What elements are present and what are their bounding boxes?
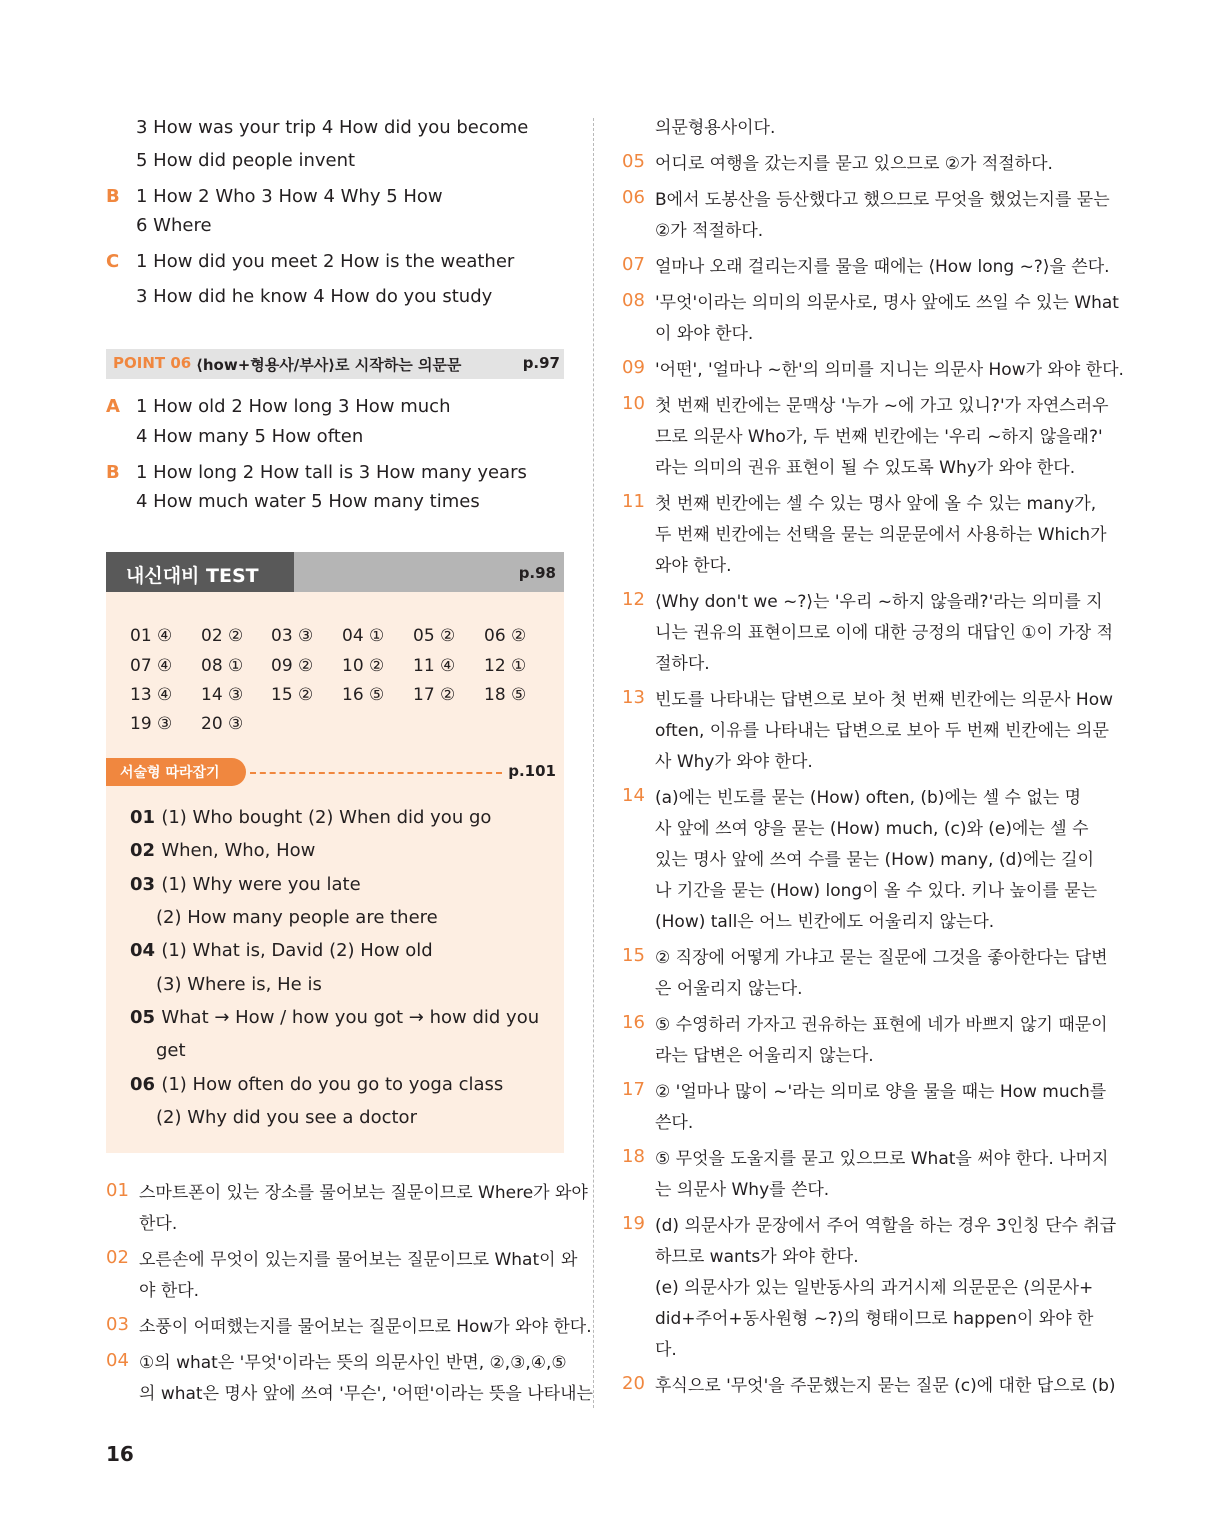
explanation-text: 므로 의문사 Who가, 두 번째 빈칸에는 '우리 ~하지 않을래?' [655, 427, 1103, 447]
explanation-text: (a)에는 빈도를 묻는 (How) often, (b)에는 셀 수 없는 명 [655, 788, 1082, 808]
writing-answer-number: 03 [130, 874, 162, 895]
explanation-number: 11 [622, 491, 645, 512]
explanation-text: 스마트폰이 있는 장소를 물어보는 질문이므로 Where가 와야 [139, 1183, 588, 1203]
writing-answer-number: 05 [130, 1007, 162, 1028]
explanation-number: 06 [622, 187, 645, 208]
writing-tag-label: 서술형 따라잡기 [120, 765, 220, 781]
explanation-text: ②가 적절하다. [655, 221, 764, 241]
writing-answer-number: 04 [130, 940, 162, 961]
point-page: p.97 [522, 354, 560, 372]
explanation-text: 니는 권유의 표현이므로 이에 대한 긍정의 대답인 ①이 가장 적 [655, 623, 1114, 643]
answer-line: 1 How old 2 How long 3 How much [136, 396, 451, 417]
explanation-number: 17 [622, 1079, 645, 1100]
writing-answer-line [130, 940, 433, 961]
explanation-text: 첫 번째 빈칸에는 셀 수 있는 명사 앞에 올 수 있는 many가, [655, 494, 1097, 514]
writing-answer-text: (3) Where is, He is [156, 974, 322, 995]
answer-line: 5 How did people invent [136, 150, 356, 171]
explanation-text: often, 이유를 나타내는 답변으로 보아 두 번째 빈칸에는 의문 [655, 721, 1109, 741]
writing-answer-text: (1) How often do you go to yoga class [161, 1074, 504, 1095]
grid-answer: 18 ⑤ [484, 685, 527, 705]
explanation-text: 절하다. [655, 654, 710, 674]
grid-answer: 02 ② [201, 626, 244, 646]
explanation-text: 은 어울리지 않는다. [655, 979, 803, 999]
writing-answer-line [130, 807, 491, 828]
writing-answer-line [156, 974, 322, 995]
explanation-text: 라는 의미의 권유 표현이 될 수 있도록 Why가 와야 한다. [655, 458, 1076, 478]
point-header [106, 349, 564, 379]
column-divider [593, 118, 594, 1408]
explanation-text: 있는 명사 앞에 쓰여 수를 묻는 (How) many, (d)에는 길이 [655, 850, 1095, 870]
explanation-text: 얼마나 오래 걸리는지를 물을 때에는 ⟨How long ~?⟩을 쓴다. [655, 257, 1110, 277]
explanation-text: 하므로 wants가 와야 한다. [655, 1247, 859, 1267]
explanation-text: 두 번째 빈칸에는 선택을 묻는 의문문에서 사용하는 Which가 [655, 525, 1107, 545]
grid-answer: 13 ④ [130, 685, 173, 705]
explanation-number: 12 [622, 589, 645, 610]
explanation-number: 19 [622, 1213, 645, 1234]
writing-answer-text: When, Who, How [161, 840, 316, 861]
explanation-number: 13 [622, 687, 645, 708]
explanation-text: 첫 번째 빈칸에는 문맥상 '누가 ~에 가고 있니?'가 자연스러우 [655, 396, 1109, 416]
explanation-text: ①의 what은 '무엇'이라는 뜻의 의문사인 반면, ②,③,④,⑤ [139, 1353, 567, 1373]
writing-answer-line [130, 1074, 503, 1095]
explanation-text: B에서 도봉산을 등산했다고 했으므로 무엇을 했었는지를 묻는 [655, 190, 1110, 210]
explanation-text: 쓴다. [655, 1113, 694, 1133]
explanation-text: '어떤', '얼마나 ~한'의 의미를 지니는 의문사 How가 와야 한다. [655, 360, 1124, 380]
explanation-text: ⑤ 무엇을 도울지를 묻고 있으므로 What을 써야 한다. 나머지 [655, 1149, 1109, 1169]
explanation-text: 나 기간을 묻는 (How) long이 올 수 있다. 키나 높이를 묻는 [655, 881, 1098, 901]
explanation-text: ⑤ 수영하러 가자고 권유하는 표현에 네가 바쁘지 않기 때문이 [655, 1015, 1108, 1035]
explanation-number: 02 [106, 1247, 129, 1268]
grid-answer: 10 ② [342, 656, 385, 676]
section-letter: B [106, 462, 120, 483]
dashed-divider [250, 772, 502, 774]
test-answer-box [106, 592, 564, 1153]
grid-answer: 08 ① [201, 656, 244, 676]
answer-line: 6 Where [136, 215, 212, 236]
explanation-text: '무엇'이라는 의미의 의문사로, 명사 앞에도 쓰일 수 있는 What [655, 293, 1119, 313]
grid-answer: 19 ③ [130, 714, 173, 734]
grid-answer: 01 ④ [130, 626, 173, 646]
explanation-number: 20 [622, 1373, 645, 1394]
explanation-text: ② '얼마나 많이 ~'라는 의미로 양을 물을 때는 How much를 [655, 1082, 1107, 1102]
grid-answer: 06 ② [484, 626, 527, 646]
writing-answer-text: (1) Who bought (2) When did you go [161, 807, 492, 828]
grid-answer: 15 ② [271, 685, 314, 705]
grid-answer: 16 ⑤ [342, 685, 385, 705]
writing-answer-text: (2) How many people are there [156, 907, 438, 928]
answer-line: 4 How much water 5 How many times [136, 491, 480, 512]
point-title: ⟨how+형용사/부사⟩로 시작하는 의문문 [196, 356, 462, 374]
explanation-text: 빈도를 나타내는 답변으로 보아 첫 번째 빈칸에는 의문사 How [655, 690, 1114, 710]
explanation-text: ② 직장에 어떻게 가냐고 묻는 질문에 그것을 좋아한다는 답변 [655, 948, 1108, 968]
explanation-number: 03 [106, 1314, 129, 1335]
test-title-box [106, 552, 294, 592]
explanation-number: 14 [622, 785, 645, 806]
grid-answer: 09 ② [271, 656, 314, 676]
explanation-number: 09 [622, 357, 645, 378]
writing-answer-line [130, 840, 315, 861]
writing-answer-line [130, 874, 361, 895]
explanation-text: ⟨Why don't we ~?⟩는 '우리 ~하지 않을래?'라는 의미를 지 [655, 592, 1103, 612]
explanation-text: 소풍이 어떠했는지를 물어보는 질문이므로 How가 와야 한다. [139, 1317, 592, 1337]
answer-line: 3 How was your trip 4 How did you become [136, 117, 529, 138]
explanation-text: 어디로 여행을 갔는지를 묻고 있으므로 ②가 적절하다. [655, 154, 1053, 174]
explanation-text: 는 의문사 Why를 쓴다. [655, 1180, 830, 1200]
writing-answer-line [156, 1107, 417, 1128]
explanation-text: (e) 의문사가 있는 일반동사의 과거시제 의문문은 ⟨의문사+ [655, 1278, 1094, 1298]
grid-answer: 07 ④ [130, 656, 173, 676]
explanation-number: 05 [622, 151, 645, 172]
explanation-text: 라는 답변은 어울리지 않는다. [655, 1046, 874, 1066]
test-header [106, 552, 564, 592]
answer-line: 1 How did you meet 2 How is the weather [136, 251, 515, 272]
writing-answer-text: What → How / how you got → how did you [161, 1007, 540, 1028]
writing-page: p.101 [508, 762, 556, 780]
explanation-number: 16 [622, 1012, 645, 1033]
explanation-text: 사 앞에 쓰여 양을 묻는 (How) much, (c)와 (e)에는 셀 수 [655, 819, 1089, 839]
test-page: p.98 [518, 564, 556, 582]
grid-answer: 11 ④ [413, 656, 456, 676]
explanation-number: 07 [622, 254, 645, 275]
grid-answer: 03 ③ [271, 626, 314, 646]
explanation-text: (d) 의문사가 문장에서 주어 역할을 하는 경우 3인칭 단수 취급 [655, 1216, 1117, 1236]
grid-answer: 12 ① [484, 656, 527, 676]
writing-answer-line [156, 907, 438, 928]
writing-answer-text: (1) What is, David (2) How old [161, 940, 433, 961]
writing-answer-text: (2) Why did you see a doctor [156, 1107, 417, 1128]
writing-tag [106, 758, 246, 786]
grid-answer: 17 ② [413, 685, 456, 705]
answer-line: 1 How 2 Who 3 How 4 Why 5 How [136, 186, 443, 207]
writing-answer-number: 01 [130, 807, 162, 828]
writing-answer-line [130, 1007, 539, 1028]
section-letter: B [106, 186, 120, 207]
grid-answer: 14 ③ [201, 685, 244, 705]
grid-answer: 04 ① [342, 626, 385, 646]
explanation-number: 08 [622, 290, 645, 311]
explanation-text: 이 와야 한다. [655, 324, 754, 344]
explanation-text: 다. [655, 1340, 677, 1360]
answer-line: 1 How long 2 How tall is 3 How many years [136, 462, 527, 483]
writing-answer-number: 06 [130, 1074, 162, 1095]
point-label: POINT 06 [113, 354, 192, 372]
explanation-text: 한다. [139, 1214, 178, 1234]
section-letter: C [106, 251, 120, 272]
explanation-number: 04 [106, 1350, 129, 1371]
explanation-text: 야 한다. [139, 1281, 200, 1301]
answer-line: 4 How many 5 How often [136, 426, 364, 447]
writing-answer-text: (1) Why were you late [161, 874, 361, 895]
writing-answer-text: get [156, 1040, 186, 1061]
explanation-number: 15 [622, 945, 645, 966]
grid-answer: 20 ③ [201, 714, 244, 734]
section-letter: A [106, 396, 120, 417]
explanation-number: 01 [106, 1180, 129, 1201]
writing-answer-line [156, 1040, 186, 1061]
explanation-text: (How) tall은 어느 빈칸에도 어울리지 않는다. [655, 912, 995, 932]
explanation-number: 10 [622, 393, 645, 414]
explanation-text: did+주어+동사원형 ~?⟩의 형태이므로 happen이 와야 한 [655, 1309, 1094, 1329]
writing-answer-number: 02 [130, 840, 162, 861]
page-number: 16 [106, 1442, 134, 1466]
explanation-text: 사 Why가 와야 한다. [655, 752, 813, 772]
explanation-text: 의문형용사이다. [655, 118, 776, 138]
explanation-text: 오른손에 무엇이 있는지를 물어보는 질문이므로 What이 와 [139, 1250, 578, 1270]
explanation-number: 18 [622, 1146, 645, 1167]
grid-answer: 05 ② [413, 626, 456, 646]
test-title: 내신대비 TEST [126, 565, 259, 587]
explanation-text: 후식으로 '무엇'을 주문했는지 묻는 질문 (c)에 대한 답으로 (b) [655, 1376, 1116, 1396]
answer-line: 3 How did he know 4 How do you study [136, 286, 493, 307]
explanation-text: 와야 한다. [655, 556, 732, 576]
explanation-text: 의 what은 명사 앞에 쓰여 '무슨', '어떤'이라는 뜻을 나타내는 [139, 1384, 593, 1404]
